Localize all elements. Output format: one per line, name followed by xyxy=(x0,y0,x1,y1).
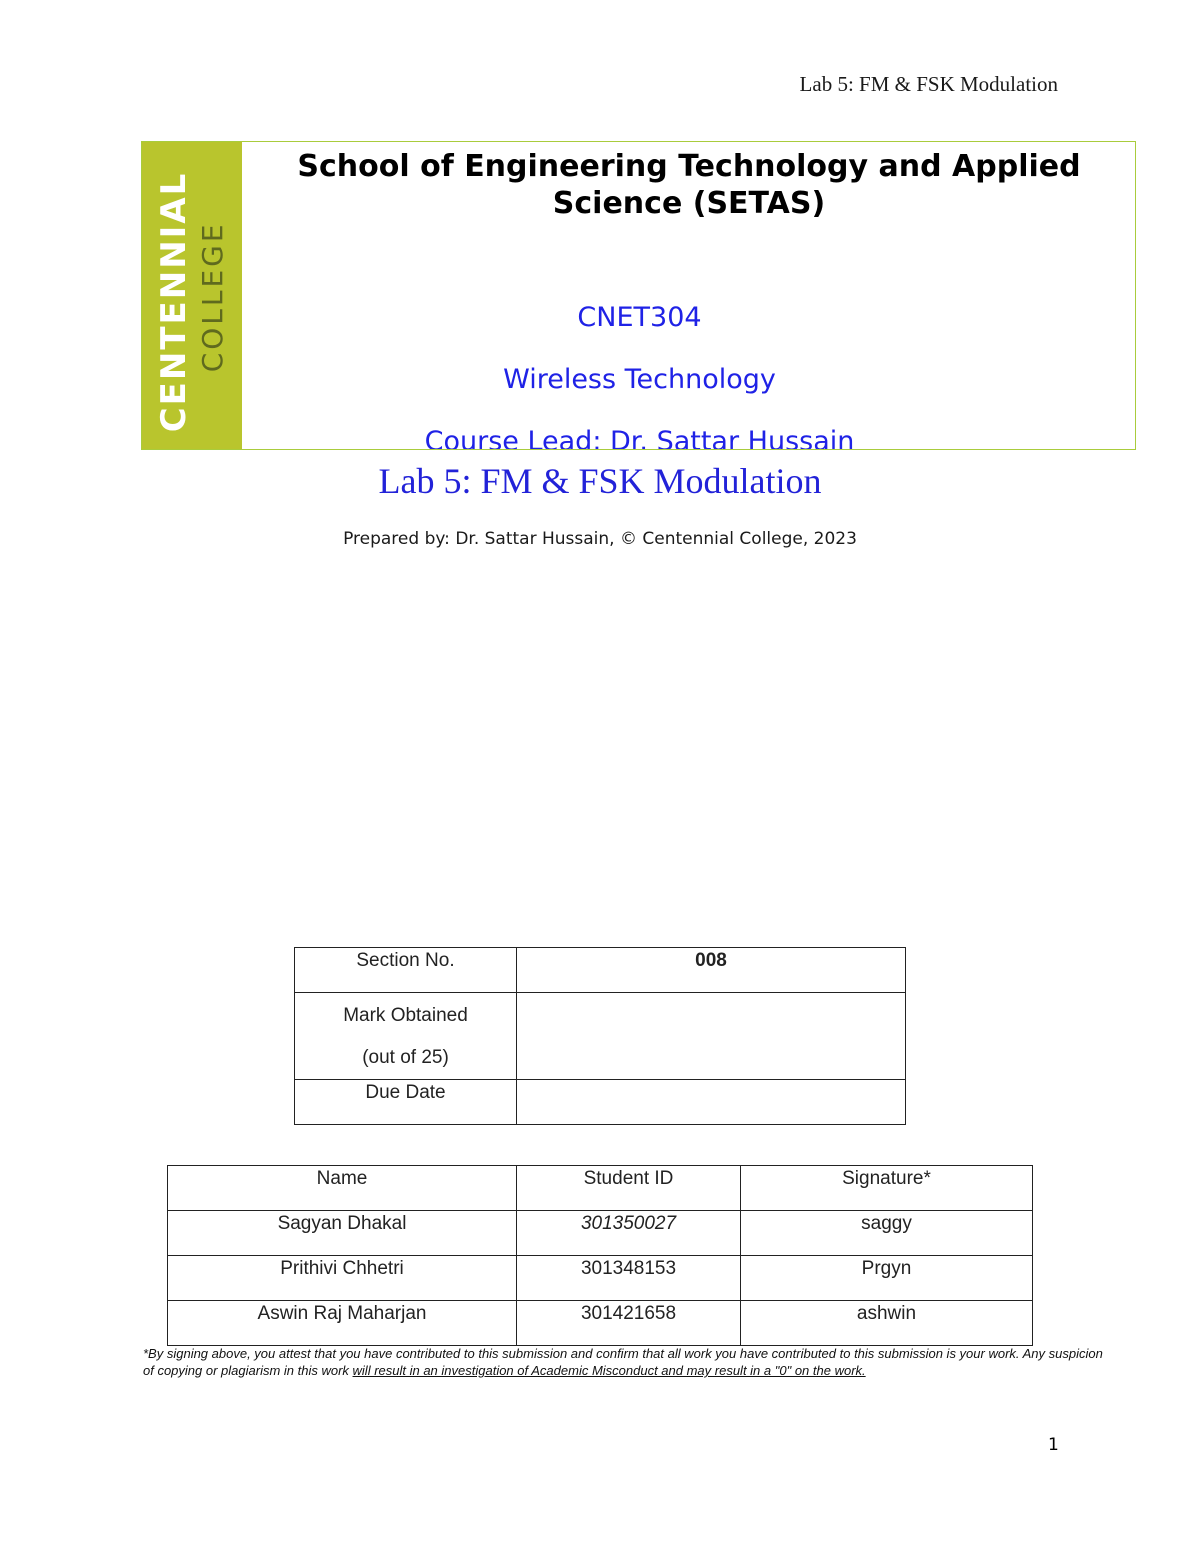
prepared-by: Prepared by: Dr. Sattar Hussain, © Centennial College, 2023 xyxy=(343,529,857,549)
attestation-text: *By signing above, you attest that you have contributed to this submission and confirm that all work you have contributed to this submission is your work. Any suspicion of copying or plagiarism in this work xyxy=(143,1346,1103,1378)
mark-label xyxy=(295,993,517,1080)
school-name-line1: School of Engineering Technology and Applied xyxy=(297,149,1081,184)
logo-sub-text: COLLEGE xyxy=(196,221,229,373)
running-header: Lab 5: FM & FSK Modulation xyxy=(799,72,1058,96)
section-value: 008 xyxy=(517,948,906,993)
attestation-warning: will result in an investigation of Academic Misconduct and may result in a "0" on the work. xyxy=(352,1363,866,1378)
header-signature: Signature* xyxy=(741,1166,1033,1211)
student-name: Aswin Raj Maharjan xyxy=(168,1301,517,1346)
student-signature: Prgyn xyxy=(741,1256,1033,1301)
mark-label-line1: Mark Obtained xyxy=(343,1005,468,1026)
mark-value xyxy=(517,993,906,1080)
table-row xyxy=(295,993,906,1080)
student-id: 301350027 xyxy=(517,1211,741,1256)
due-date-value xyxy=(517,1080,906,1125)
due-date-label: Due Date xyxy=(295,1080,517,1125)
header-name: Name xyxy=(168,1166,517,1211)
student-id: 301348153 xyxy=(517,1256,741,1301)
table-header-row xyxy=(168,1166,1033,1211)
lab-title: Lab 5: FM & FSK Modulation xyxy=(378,461,822,501)
school-name-line2: Science (SETAS) xyxy=(552,186,826,221)
mark-label-line2: (out of 25) xyxy=(362,1047,449,1068)
students-table xyxy=(167,1165,1033,1346)
title-banner xyxy=(141,141,1136,450)
attestation-note xyxy=(143,1345,1113,1379)
course-code: CNET304 xyxy=(577,302,702,333)
submission-info-table xyxy=(294,947,906,1125)
header-student-id: Student ID xyxy=(517,1166,741,1211)
school-name xyxy=(234,148,1136,222)
student-name: Prithivi Chhetri xyxy=(168,1256,517,1301)
student-signature: saggy xyxy=(741,1211,1033,1256)
course-name: Wireless Technology xyxy=(503,364,776,395)
page-number: 1 xyxy=(1048,1435,1059,1455)
logo-main-text: CENTENNIAL xyxy=(154,171,194,433)
table-row xyxy=(295,948,906,993)
section-label: Section No. xyxy=(295,948,517,993)
table-row xyxy=(168,1256,1033,1301)
table-row xyxy=(168,1211,1033,1256)
student-signature: ashwin xyxy=(741,1301,1033,1346)
table-row xyxy=(295,1080,906,1125)
course-lead: Course Lead: Dr. Sattar Hussain xyxy=(424,426,855,450)
table-row xyxy=(168,1301,1033,1346)
college-logo xyxy=(142,142,242,449)
student-name: Sagyan Dhakal xyxy=(168,1211,517,1256)
student-id: 301421658 xyxy=(517,1301,741,1346)
